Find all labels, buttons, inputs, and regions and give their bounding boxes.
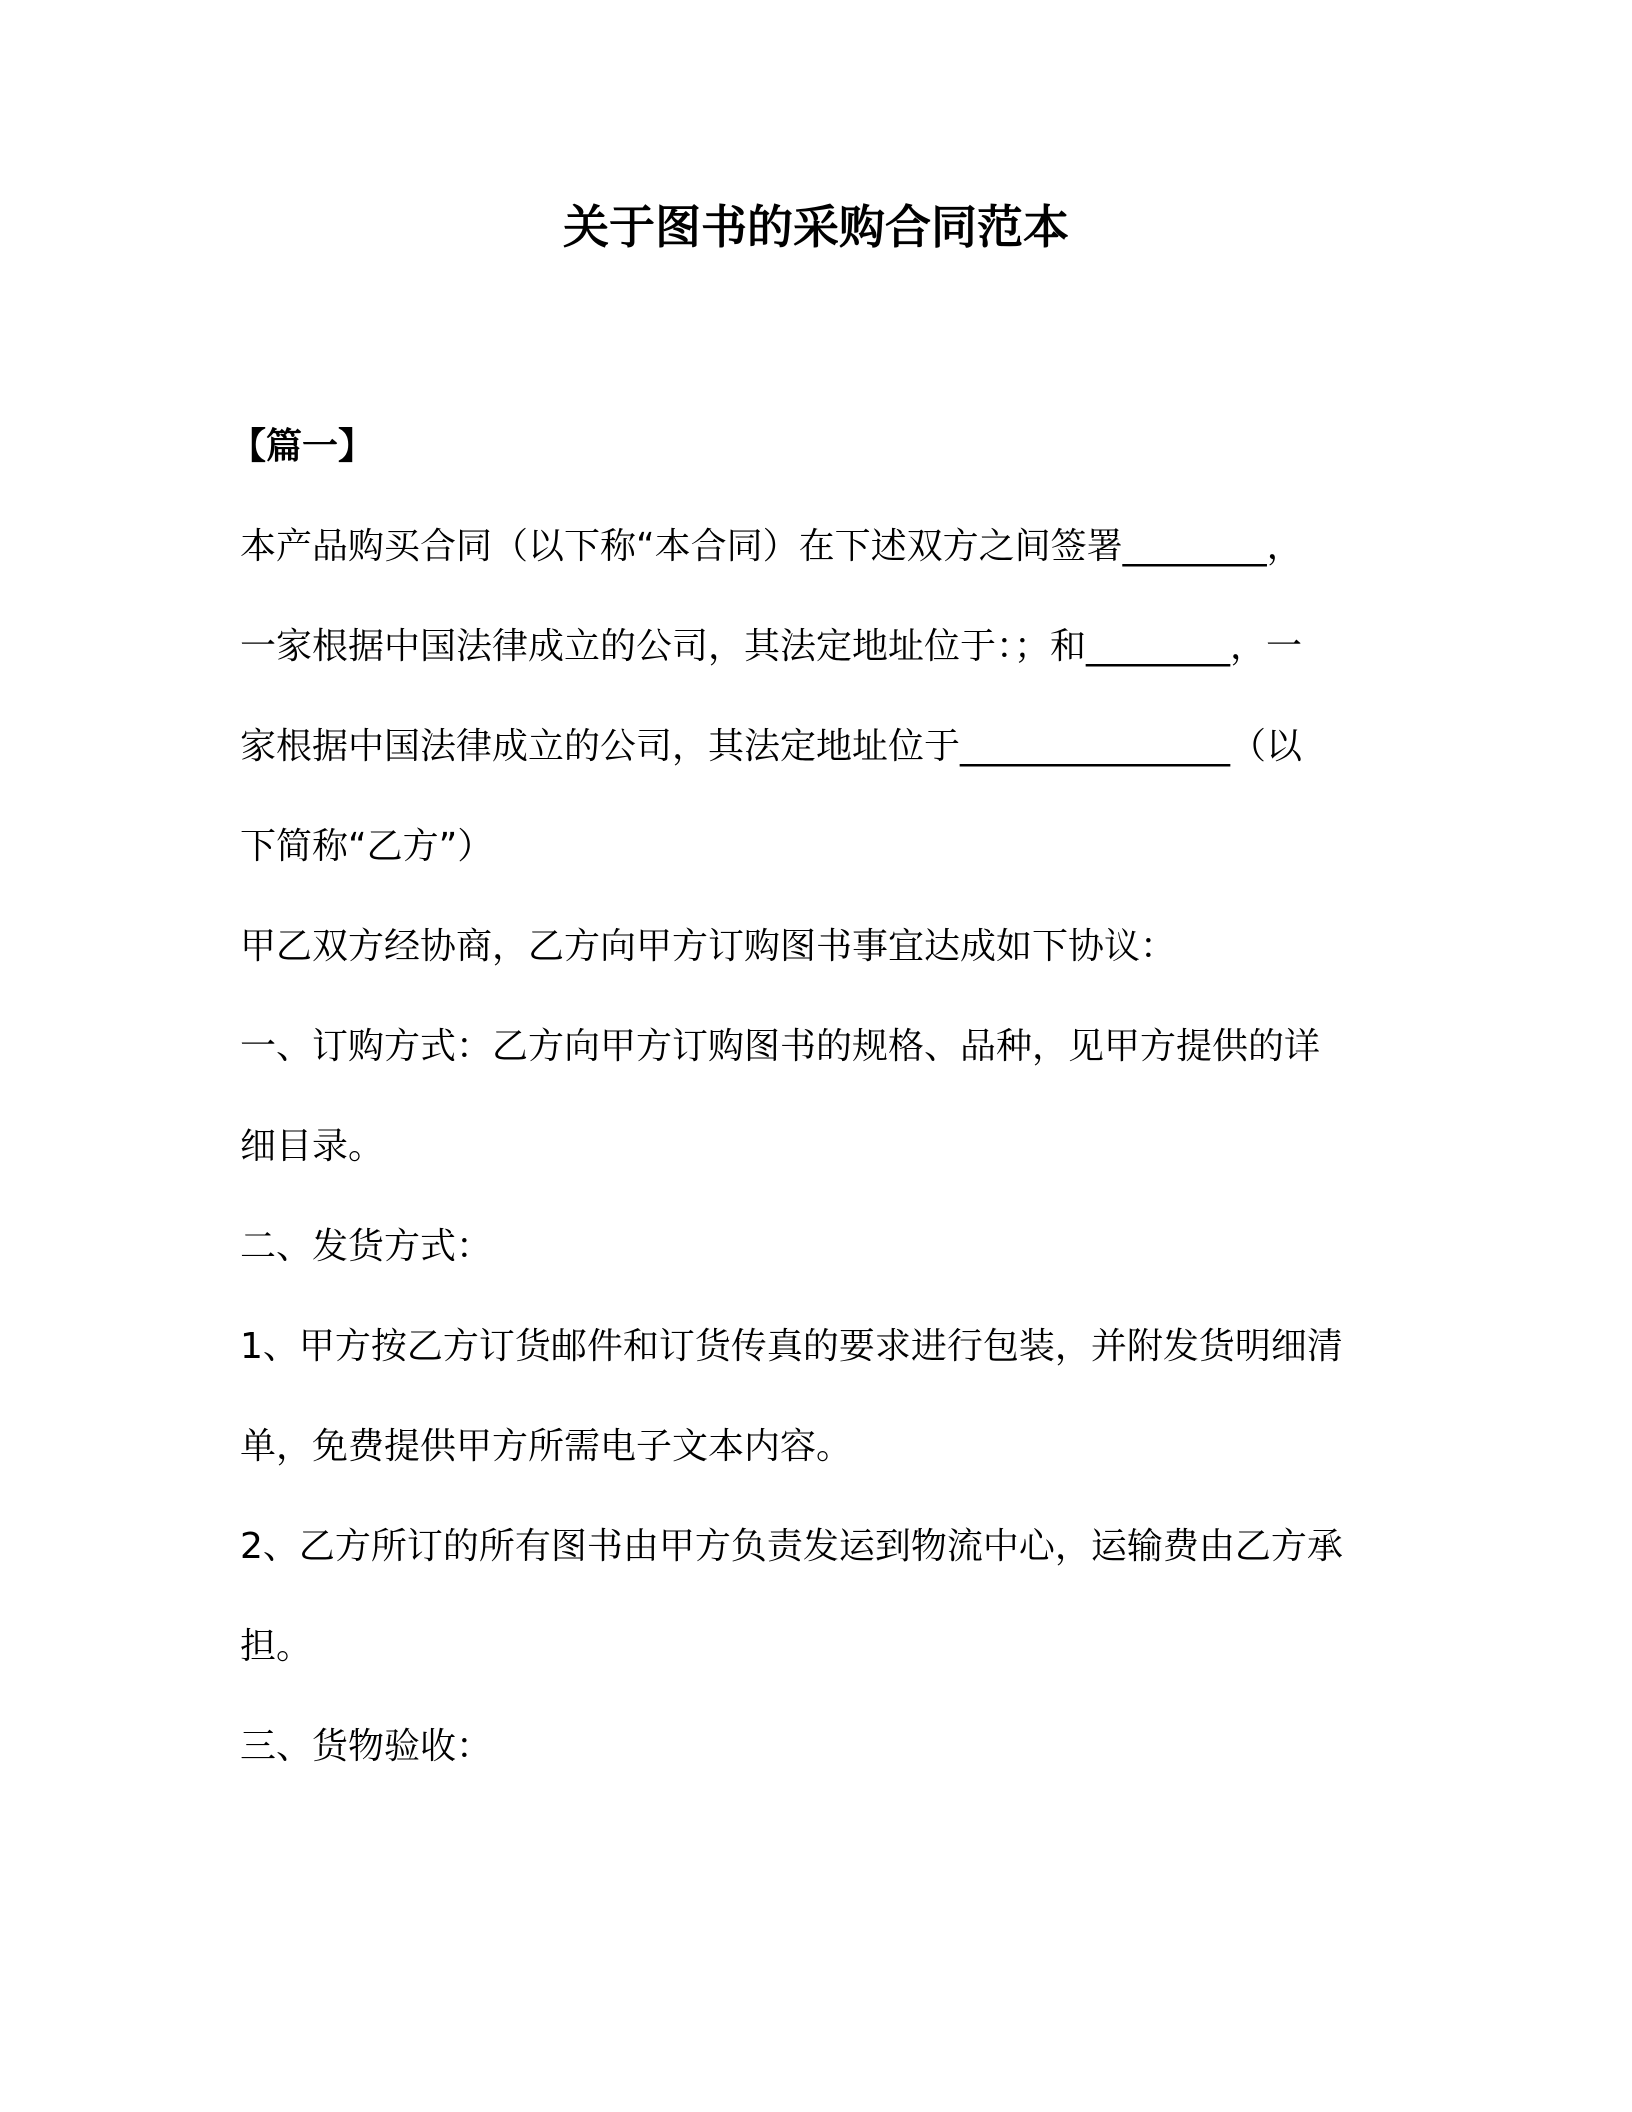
paragraph-line: 三、货物验收： [240, 1726, 493, 1767]
paragraph-line: 一家根据中国法律成立的公司，其法定地址位于：；和________，一 [240, 626, 1303, 667]
paragraph-line: 下简称“乙方”） [240, 826, 494, 867]
paragraph-line: 细目录。 [240, 1126, 385, 1167]
paragraph-line: 2、乙方所订的所有图书由甲方负责发运到物流中心，运输费由乙方承 [240, 1526, 1343, 1567]
paragraph-line: 1、甲方按乙方订货邮件和订货传真的要求进行包装，并附发货明细清 [240, 1326, 1343, 1367]
paragraph-line: 二、发货方式： [240, 1226, 493, 1267]
paragraph-line: 家根据中国法律成立的公司，其法定地址位于_______________（以 [240, 726, 1303, 767]
paragraph-line: 担。 [240, 1626, 313, 1667]
section-tag: 【篇一】 [230, 426, 375, 467]
paragraph-line: 单，免费提供甲方所需电子文本内容。 [240, 1426, 853, 1467]
paragraph-line: 本产品购买合同（以下称“本合同）在下述双方之间签署________， [240, 526, 1303, 567]
document-title: 关于图书的采购合同范本 [563, 200, 1069, 254]
paragraph-line: 甲乙双方经协商，乙方向甲方订购图书事宜达成如下协议： [240, 926, 1177, 967]
paragraph-line: 一、订购方式：乙方向甲方订购图书的规格、品种，见甲方提供的详 [240, 1026, 1321, 1067]
